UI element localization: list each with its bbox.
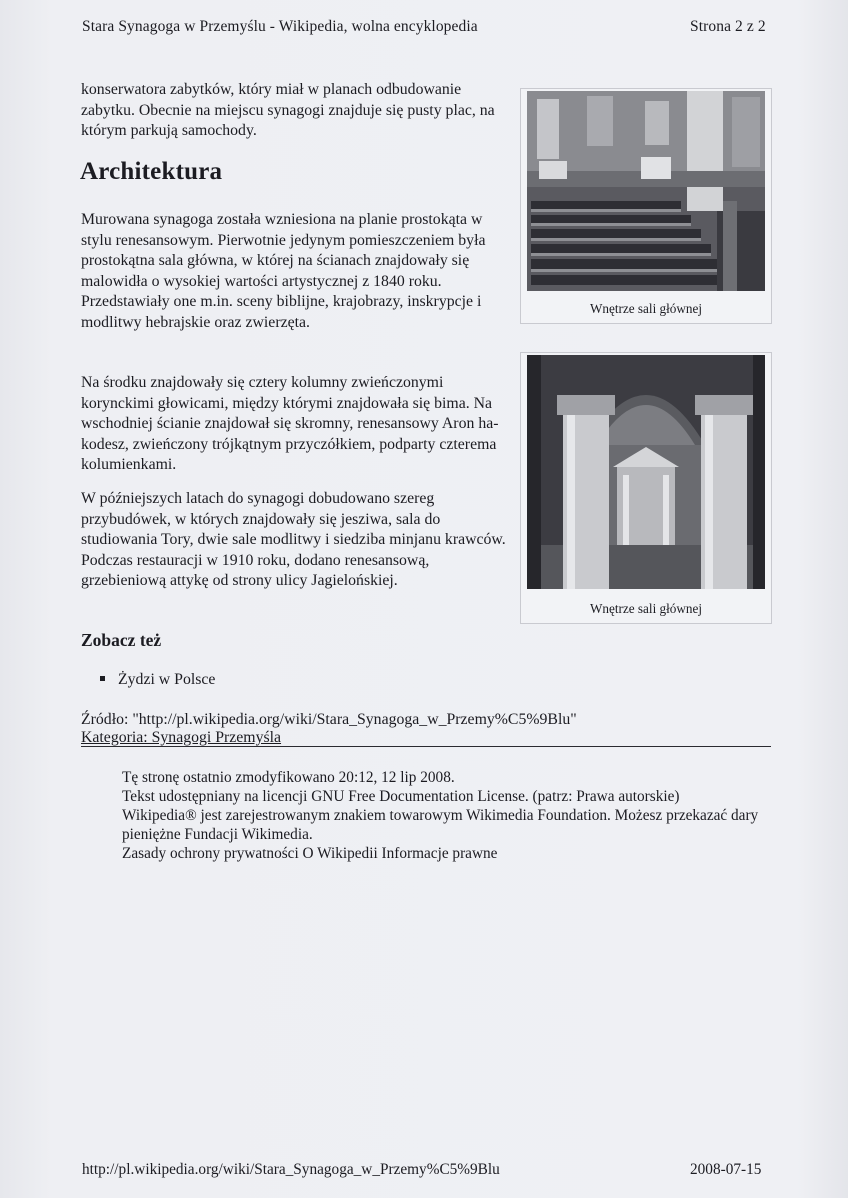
divider <box>81 746 771 747</box>
page-footer <box>122 768 762 863</box>
architecture-paragraph-3: W późniejszych latach do synagogi dobudowano szereg przybudówek, w których znajdowały się jesziwa, sala do studiowania Tory, dwie sale modlitwy i siedziba minjanu krawców. Podczas restauracji w 1910 roku, dodano renesansową, grzebieniową attykę od strony ulicy Jagielońskiej. <box>81 490 506 590</box>
architecture-paragraph-1: Murowana synagoga została wzniesiona na planie prostokąta w stylu renesansowym. Pierwotnie jedynym pomieszczeniem była prostokątna sala główna, w której na ścianach znajdowały się malowidła o wysokiej wartości artystycznej z 1840 roku. Przedstawiały one m.in. sceny biblijne, krajobrazy, inskrypcje i modlitwy hebrajskie oraz zwierzęta. <box>81 211 486 331</box>
section-heading-architecture: Architektura <box>80 158 223 185</box>
source-line: Źródło: "http://pl.wikipedia.org/wiki/Stara_Synagoga_w_Przemy%C5%9Blu" <box>81 711 577 728</box>
architecture-paragraph-2: Na środku znajdowały się cztery kolumny zwieńczonymi korynckimi głowicami, między którymi znajdowała się bima. Na wschodniej ścianie znajdował się skromny, renesansowy Aron ha-kodesz, zwieńczony trójkątnym przyczółkiem, podparty czterema kolumienkami. <box>81 374 499 474</box>
print-footer-date: 2008-07-15 <box>690 1161 762 1178</box>
photo-interior-hall-icon[interactable] <box>527 91 765 291</box>
print-header-page-number: Strona 2 z 2 <box>690 18 766 35</box>
see-also-item[interactable] <box>100 671 215 689</box>
footer-license: Tekst udostępniany na licencji GNU Free Documentation License. (patrz: Prawa autorskie) <box>122 788 680 805</box>
thumbnail-interior-hall[interactable] <box>520 88 772 324</box>
category-line <box>81 729 281 747</box>
footer-trademark: Wikipedia® jest zarejestrowanym znakiem towarowym Wikimedia Foundation. Możesz przekazać dary pieniężne Fundacji Wikimedia. <box>122 807 759 843</box>
footer-links: Zasady ochrony prywatności O Wikipedii Informacje prawne <box>122 845 498 862</box>
intro-continuation: konserwatora zabytków, który miał w planach odbudowanie zabytku. Obecnie na miejscu synagogi znajduje się pusty plac, na którym parkują samochody. <box>81 81 495 140</box>
footer-last-modified: Tę stronę ostatnio zmodyfikowano 20:12, 12 lip 2008. <box>122 769 455 786</box>
see-also-link[interactable]: Żydzi w Polsce <box>118 671 216 688</box>
bullet-icon <box>100 676 105 681</box>
category-link[interactable]: Kategoria: Synagogi Przemyśla <box>81 729 282 746</box>
print-footer-url: http://pl.wikipedia.org/wiki/Stara_Synagoga_w_Przemy%C5%9Blu <box>82 1161 500 1178</box>
thumbnail-columns-bima[interactable] <box>520 352 772 624</box>
thumbnail-caption: Wnętrze sali głównej <box>589 301 703 316</box>
print-header-title: Stara Synagoga w Przemyślu - Wikipedia, wolna encyklopedia <box>82 18 478 35</box>
photo-columns-bima-icon[interactable] <box>527 355 765 589</box>
thumbnail-caption: Wnętrze sali głównej <box>589 601 703 616</box>
section-heading-see-also: Zobacz też <box>81 630 162 650</box>
